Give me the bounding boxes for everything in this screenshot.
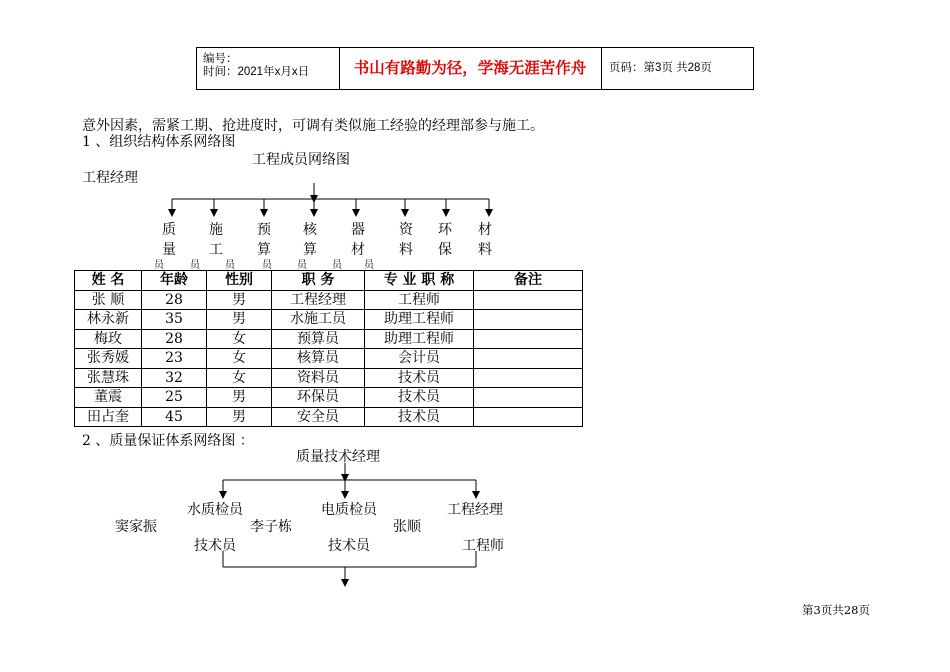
role-accounting: 核 算: [303, 222, 317, 258]
role-quality: 质 量: [162, 222, 176, 258]
role-equipment: 器 材: [351, 222, 365, 258]
cell-position: 安全员: [272, 407, 365, 427]
yuan-7: 员: [364, 260, 374, 271]
role-materials: 材 料: [478, 222, 492, 258]
col-name: 姓 名: [75, 271, 142, 291]
yuan-4: 员: [262, 260, 272, 271]
cell-name: 田占奎: [75, 407, 142, 427]
branch3-person: 张顺: [393, 519, 421, 535]
col-position: 职 务: [272, 271, 365, 291]
yuan-1: 员: [154, 260, 164, 271]
cell-gender: 女: [207, 349, 272, 369]
cell-gender: 男: [207, 407, 272, 427]
cell-name: 张秀媛: [75, 349, 142, 369]
cell-age: 45: [142, 407, 207, 427]
cell-gender: 女: [207, 368, 272, 388]
table-row: [75, 388, 583, 408]
cell-name: 张 顺: [75, 290, 142, 310]
cell-remarks: [474, 329, 583, 349]
col-remarks: 备注: [474, 271, 583, 291]
table-row: [75, 368, 583, 388]
cell-gender: 女: [207, 329, 272, 349]
cell-remarks: [474, 407, 583, 427]
yuan-6: 员: [332, 260, 342, 271]
staff-table: [74, 270, 583, 427]
qa-top-node: 质量技术经理: [296, 449, 380, 465]
col-title: 专 业 职 称: [365, 271, 474, 291]
cell-name: 董震: [75, 388, 142, 408]
section1-heading: 1 、组织结构体系网络图: [82, 134, 236, 150]
yuan-3: 员: [225, 260, 235, 271]
cell-position: 资料员: [272, 368, 365, 388]
cell-title: 工程师: [365, 290, 474, 310]
table-row: [75, 329, 583, 349]
cell-remarks: [474, 388, 583, 408]
cell-title: 助理工程师: [365, 329, 474, 349]
yuan-5: 员: [297, 260, 307, 271]
cell-title: 会计员: [365, 349, 474, 369]
motto: 书山有路勤为径，学海无涯苦作舟: [339, 48, 602, 89]
cell-gender: 男: [207, 290, 272, 310]
table-row: [75, 349, 583, 369]
role-budget: 预 算: [257, 222, 271, 258]
manager-label: 工程经理: [82, 170, 138, 186]
network-title: 工程成员网络图: [252, 152, 350, 168]
table-row: [75, 310, 583, 330]
col-gender: 性别: [207, 271, 272, 291]
cell-gender: 男: [207, 388, 272, 408]
cell-age: 32: [142, 368, 207, 388]
cell-remarks: [474, 290, 583, 310]
cell-title: 技术员: [365, 388, 474, 408]
page-code: 页码：第3页 共28页: [609, 62, 712, 74]
cell-age: 23: [142, 349, 207, 369]
cell-title: 助理工程师: [365, 310, 474, 330]
page-footer: 第3页共28页: [802, 603, 870, 617]
cell-position: 环保员: [272, 388, 365, 408]
cell-name: 张慧珠: [75, 368, 142, 388]
number-label: 编号：: [203, 53, 238, 65]
cell-gender: 男: [207, 310, 272, 330]
cell-age: 28: [142, 329, 207, 349]
branch1-person: 窦家振: [115, 519, 157, 535]
cell-title: 技术员: [365, 368, 474, 388]
cell-title: 技术员: [365, 407, 474, 427]
role-documents: 资 料: [399, 222, 413, 258]
section2-heading: 2 、质量保证体系网络图 ：: [82, 433, 254, 449]
role-construction: 施 工: [209, 222, 223, 258]
branch3-role: 工程经理: [447, 502, 503, 518]
cell-position: 水施工员: [272, 310, 365, 330]
branch1-role: 水质检员: [187, 502, 243, 518]
branch2-role: 电质检员: [321, 502, 377, 518]
branch2-title: 技术员: [328, 538, 370, 554]
branch2-person: 李子栋: [250, 519, 292, 535]
cell-remarks: [474, 310, 583, 330]
cell-name: 梅玫: [75, 329, 142, 349]
cell-position: 工程经理: [272, 290, 365, 310]
table-row: [75, 407, 583, 427]
yuan-2: 员: [190, 260, 200, 271]
cell-name: 林永新: [75, 310, 142, 330]
cell-age: 28: [142, 290, 207, 310]
cell-age: 35: [142, 310, 207, 330]
cell-remarks: [474, 349, 583, 369]
col-age: 年龄: [142, 271, 207, 291]
table-row: [75, 290, 583, 310]
branch3-title: 工程师: [462, 538, 504, 554]
cell-position: 预算员: [272, 329, 365, 349]
cell-remarks: [474, 368, 583, 388]
intro-line: 意外因素，需紧工期、抢进度时，可调有类似施工经验的经理部参与施工。: [82, 118, 544, 134]
time-label: 时间：2021年x月x日: [203, 66, 310, 78]
cell-age: 25: [142, 388, 207, 408]
role-environment: 环 保: [438, 222, 452, 258]
table-header-row: [75, 271, 583, 291]
branch1-title: 技术员: [194, 538, 236, 554]
cell-position: 核算员: [272, 349, 365, 369]
